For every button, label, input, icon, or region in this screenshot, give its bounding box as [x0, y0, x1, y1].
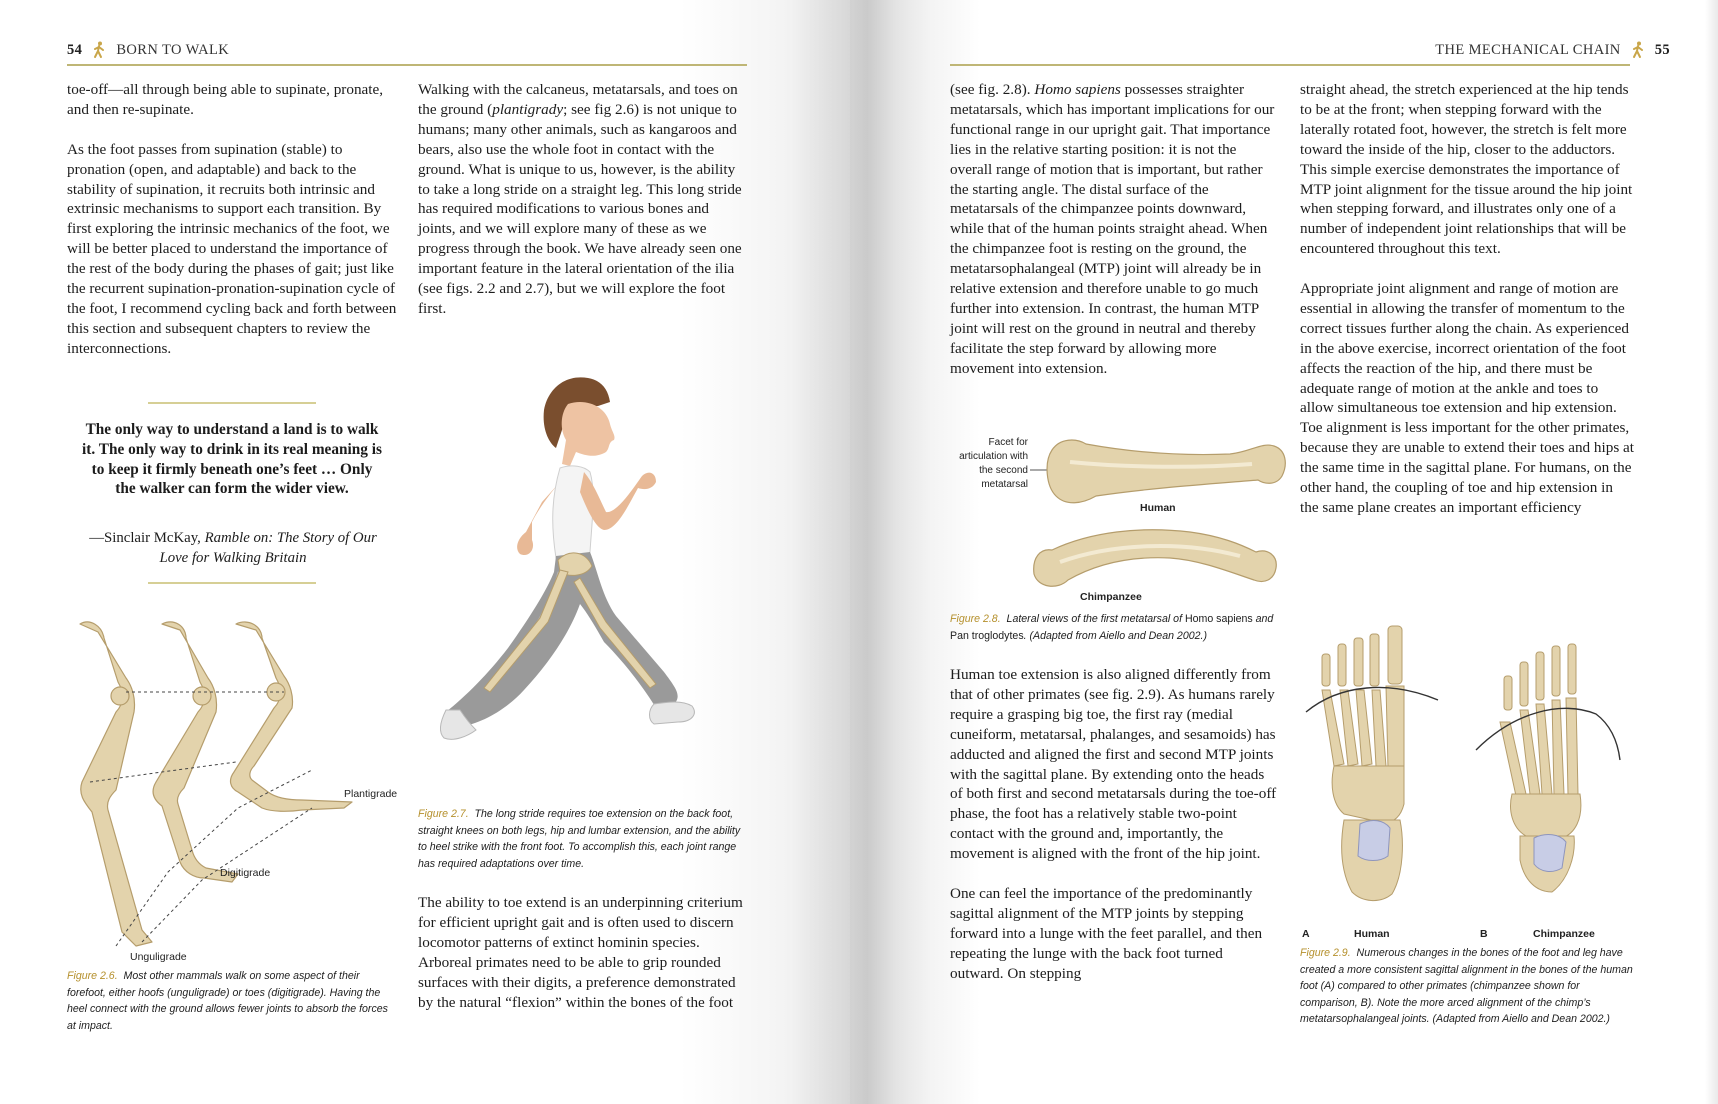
label-chimpanzee-metatarsal: Chimpanzee	[1080, 591, 1142, 603]
label-a: A	[1302, 928, 1310, 940]
caption-text: Lateral views of the first metatarsal of	[1006, 613, 1185, 625]
human-foot-bones	[1322, 626, 1404, 901]
right-header-rule	[950, 64, 1630, 66]
label-plantigrade: Plantigrade	[344, 788, 398, 800]
walker-icon	[1631, 41, 1645, 59]
label-human-foot: Human	[1354, 928, 1390, 940]
epigraph-author: —Sinclair McKay,	[89, 530, 201, 546]
right-running-head	[1435, 40, 1670, 60]
front-shoe	[650, 702, 695, 724]
left-header-rule	[67, 64, 747, 66]
figure-2-6-caption	[67, 968, 397, 1034]
human-talus-highlight	[1358, 821, 1390, 861]
left-running-head	[67, 40, 229, 60]
paragraph: Human toe extension is also aligned differently from that of other primates (see fig. 2.9). As humans rarely require a grasping big toe, the first ray (medial cuneiform, metatarsal, phalanges, and sesamoids) has adducted and aligned the first and second MTP joints with the sagittal plane. By extending onto the heads of both first and second metatarsals during the toe-off phase, the foot has a relatively stable two-point contact with the ground and, importantly, the movement is aligned with the front of the hip joint.	[950, 666, 1277, 863]
right-page-number: 55	[1654, 41, 1670, 58]
text-run: possesses straighter metatarsals, which has important implications for our functional range in our upright gait. That importance lies in the relative starting position: it is not the overall range of motion that is important, but rather the starting angle. The distal surface of the metatarsals of the chimpanzee points downward, while that of the human points straight ahead. When the chimpanzee foot is resting on the ground, the metatarsophalangeal (MTP) joint will already be in relative extension and therefore unable to go much further into extension. In contrast, the human MTP joint will rest on the ground in neutral and thereby facilitate the step forward by allowing more movement into extension.	[950, 81, 1275, 377]
figure-2-7-label: Figure 2.7.	[418, 808, 469, 820]
digitigrade-limb	[153, 622, 238, 882]
caption-text: . (Adapted from Aiello and Dean 2002.)	[1023, 629, 1207, 642]
figure-2-6-label: Figure 2.6.	[67, 970, 118, 982]
right-running-title: THE MECHANICAL CHAIN	[1435, 41, 1621, 58]
right-column-2	[1300, 80, 1634, 518]
paragraph: As the foot passes from supination (stable) to pronation (open, and adaptable) and back to the stability of supination, it recruits both intrinsic and extrinsic mechanisms to support each transition. By first exploring the intrinsic mechanics of the foot, we will be better placed to understand the importance of the rest of the body during the phases of gait; just like the recurrent supination-pronation-supination cycle of the foot, I recommend cycling back and forth between this section and subsequent chapters to review the interconnections.	[67, 140, 397, 357]
walker-icon	[92, 41, 106, 59]
epigraph-quote: The only way to understand a land is to walk it. The only way to drink in its real meaning is to keep it firmly beneath one’s feet … Only the walker can form the wider view.	[82, 421, 382, 498]
caption-species: Pan troglodytes	[950, 629, 1024, 642]
figure-2-8-caption	[950, 611, 1280, 644]
right-column-1-bottom	[950, 665, 1280, 983]
gutter-shadow	[790, 0, 930, 1104]
epigraph-work: Ramble on: The Story of Our Love for Walking Britain	[159, 530, 377, 566]
figure-2-9-caption-text: Numerous changes in the bones of the foot and leg have created a more consistent sagittal alignment in the bones of the human foot (A) compared to other primates (chimpanzee shown for comparison, B). Note the more arced alignment of the chimp’s metatarsophalangeal joints. (Adapted from Aiello and Dean 2002.)	[1300, 947, 1633, 1025]
figure-2-8-label: Figure 2.8.	[950, 613, 1001, 625]
page-edge	[1705, 0, 1718, 1104]
caption-species: Homo sapiens	[1184, 613, 1253, 625]
plantigrade-limb	[231, 622, 352, 811]
label-digitigrade: Digitigrade	[220, 867, 271, 879]
figure-2-7-caption-text: The long stride requires toe extension on the back foot, straight knees on both legs, hip and lumbar extension, and the ability to heel strike with the front foot. To accomplish this, each joint range has required adaptations over time.	[418, 808, 741, 870]
figure-2-9-label: Figure 2.9.	[1300, 947, 1351, 959]
left-page	[0, 0, 850, 1104]
facet-label: Facet for articulation with the second metatarsal	[959, 437, 1028, 490]
paragraph: straight ahead, the stretch experienced at the hip tends to be at the front; when stepping forward with the laterally rotated foot, however, the stretch is felt more toward the inside of the hip, closer to the adductors. This simple exercise demonstrates the importance of MTP joint alignment for the tissue around the hip joint when stepping forward, and illustrates only one of a number of independent joint relationships that will be encountered throughout this text.	[1300, 81, 1633, 258]
right-page	[850, 0, 1718, 1104]
epigraph-attribution	[88, 529, 378, 569]
text-run: ; see fig 2.6) is not unique to humans; many other animals, such as kangaroos and bears, also use the whole foot in contact with the ground. What is unique to us, however, is the ability to take a long stride on a straight leg. This long stride has required modifications to various bones and joints, and we will explore many of these as we progress through the book. We have already seen one important feature in the lateral orientation of the ilia (see figs. 2.2 and 2.7), but we will explore the foot first.	[418, 100, 742, 317]
paragraph: One can feel the importance of the predominantly sagittal alignment of the MTP joints by stepping forward into a lunge with the feet parallel, and then repeating the lunge with the back foot turned outward. On stepping	[950, 884, 1263, 982]
epigraph-rule-top	[148, 402, 316, 404]
paragraph: Appropriate joint alignment and range of motion are essential in allowing the transfer of momentum to the correct tissues further along the chain. As experienced in the above exercise, incorrect orientation of the foot affects the reaction of the hip, and there must be adequate range of motion at the ankle and toes to allow simultaneous toe extension and hip extension. Toe alignment is less important for the other primates, because they are unable to extend their toes and hips at the same time in the sagittal plane. For humans, on the other hand, the coupling of toe and hip extension in the same plane creates an important efficiency	[1300, 280, 1634, 517]
figure-2-9-illustration	[1300, 624, 1634, 924]
figure-2-7-caption	[418, 806, 748, 872]
figure-2-6-caption-text: Most other mammals walk on some aspect of their forefoot, either hoofs (unguligrade) or toes (digitigrade). Having the heel connect with the ground allows fewer joints to absorb the forces at impact.	[67, 970, 388, 1032]
figure-2-9-caption	[1300, 945, 1636, 1028]
face	[562, 402, 615, 466]
label-chimpanzee-foot: Chimpanzee	[1533, 928, 1595, 940]
human-metatarsal	[1047, 440, 1285, 503]
paragraph: The ability to toe extend is an underpinning criterium for efficient upright gait and is often used to discern locomotor patterns of extinct hominin species. Arboreal primates need to be able to grip rounded surfaces with their digits, a preference demonstrated by the natural “flexion” within the bones of the foot	[418, 894, 743, 1011]
label-b: B	[1480, 928, 1488, 940]
left-column-2-bottom	[418, 893, 748, 1012]
text-run: (see fig. 2.8).	[950, 81, 1035, 98]
unguligrade-limb	[80, 622, 152, 946]
text-run: Walking with the calcaneus, metatarsals, and toes on the ground (	[418, 81, 738, 118]
label-human-metatarsal: Human	[1140, 502, 1176, 514]
label-unguligrade: Unguligrade	[130, 951, 187, 963]
chimp-talus-highlight	[1534, 835, 1566, 872]
paragraph: toe-off—all through being able to supinate, pronate, and then re-supinate.	[67, 81, 384, 118]
caption-text: and	[1252, 613, 1274, 625]
heel-line	[116, 770, 312, 946]
text-run-italic: Homo sapiens	[1034, 81, 1121, 98]
figure-2-6-illustration	[62, 612, 392, 952]
left-column-1	[67, 80, 397, 359]
left-page-number: 54	[67, 41, 83, 58]
left-column-2	[418, 80, 748, 319]
text-run-italic: plantigrady	[492, 100, 564, 118]
left-running-title: BORN TO WALK	[116, 41, 230, 58]
epigraph-rule-bottom	[148, 582, 316, 584]
paragraph	[950, 80, 1280, 379]
paragraph	[418, 80, 748, 319]
figure-2-7-illustration	[420, 372, 750, 802]
right-column-1	[950, 80, 1280, 379]
